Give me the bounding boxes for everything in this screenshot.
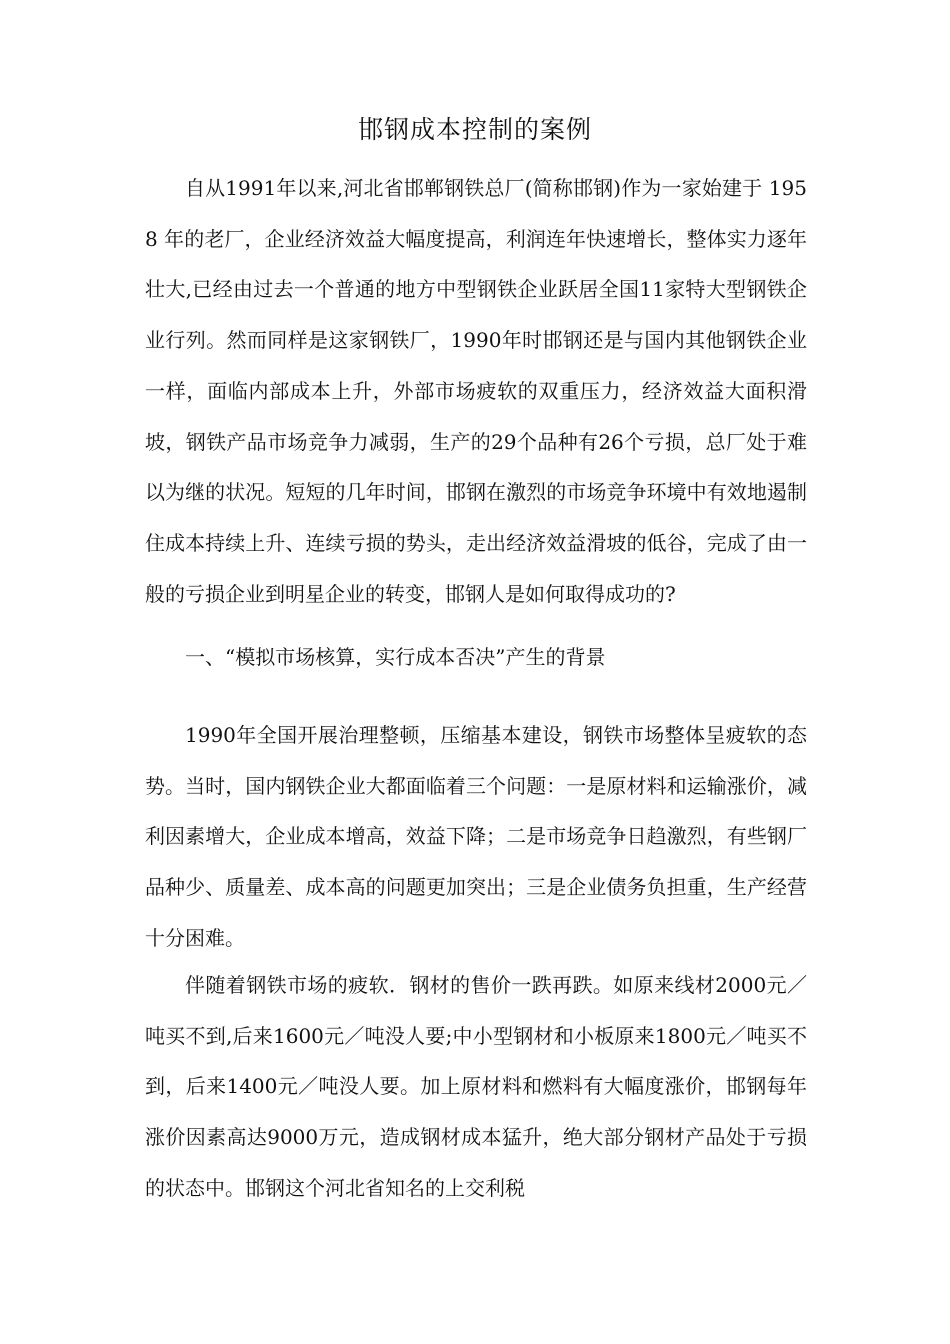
section-heading-background: 一、“模拟市场核算，实行成本否决”产生的背景 xyxy=(185,645,606,669)
paragraph-market-context: 1990年全国开展治理整顿，压缩基本建设，钢铁市场整体呈疲软的态势。当时，国内钢铁企业大都面临着三个问题：一是原材料和运输涨价，减利因素增大，企业成本增高，效益下降；二是市场竞争日趋激烈，有些钢厂品种少、质量差、成本高的问题更加突出；三是企业债务负担重，生产经营十分困难。 xyxy=(145,723,807,950)
paragraph-price-decline: 伴随着钢铁市场的疲软．钢材的售价一跌再跌。如原来线材2000元／吨买不到,后来1600元／吨没人要;中小型钢材和小板原来1800元／吨买不到，后来1400元／吨没人要。加上原材料和燃料有大幅度涨价，邯钢每年涨价因素高达9000万元，造成钢材成本猛升，绝大部分钢材产品处于亏损的状态中。邯钢这个河北省知名的上交利税 xyxy=(145,973,807,1200)
paragraph-intro: 自从1991年以来,河北省邯郸钢铁总厂(简称邯钢)作为一家始建于 1958 年的老厂，企业经济效益大幅度提高，利润连年快速增长，整体实力逐年壮大,已经由过去一个普通的地方中型钢铁企业跃居全国11家特大型钢铁企业行列。然而同样是这家钢铁厂，1990年时邯钢还是与国内其他钢铁企业一样，面临内部成本上升，外部市场疲软的双重压力，经济效益大面积滑坡，钢铁产品市场竞争力减弱，生产的29个品种有26个亏损，总厂处于难以为继的状况。短短的几年时间，邯钢在激烈的市场竞争环境中有效地遏制住成本持续上升、连续亏损的势头，走出经济效益滑坡的低谷，完成了由一般的亏损企业到明星企业的转变，邯钢人是如何取得成功的? xyxy=(145,176,807,606)
document-title: 邯钢成本控制的案例 xyxy=(357,115,592,144)
